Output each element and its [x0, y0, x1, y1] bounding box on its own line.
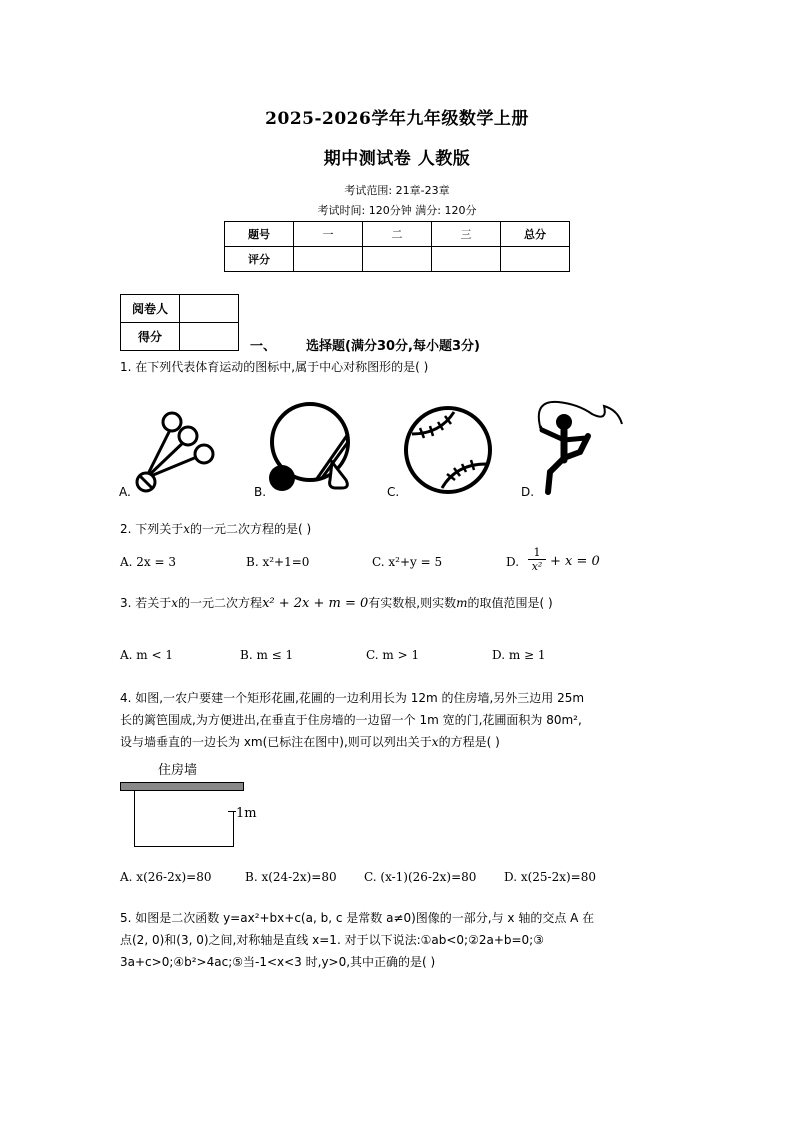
q3-stem-post: 有实数根,则实数: [368, 596, 457, 610]
q2-option-d[interactable]: D.: [506, 555, 520, 569]
wall-label: 住房墙: [158, 763, 198, 778]
score-table: [224, 221, 570, 272]
exam-subtitle: 期中测试卷 人教版: [323, 149, 471, 169]
q2-stem-post: 的一元二次方程的是( ): [190, 522, 312, 536]
q3-equation: x² + 2x + m = 0: [262, 596, 369, 611]
score-table-header: 题号: [225, 222, 294, 247]
garden-fence: [134, 790, 234, 847]
q5-line3: 3a+c>0;④b²>4ac;⑤当-1<x<3 时,y>0,其中正确的是( ): [120, 955, 436, 969]
q4-line3-post: 的方程是( ): [438, 735, 500, 749]
q1-option-a[interactable]: A.: [119, 485, 131, 499]
grader-cell[interactable]: [180, 295, 239, 323]
q4-var-x: x: [431, 735, 439, 749]
grader-box: [120, 294, 239, 351]
q2-stem-pre: 2. 下列关于: [120, 522, 184, 536]
score-cell[interactable]: [432, 247, 501, 272]
q2-option-d-denominator: x²: [531, 560, 543, 573]
exam-range: 考试范围: 21章-23章: [344, 184, 450, 197]
q4-option-d[interactable]: D. x(25-2x)=80: [504, 870, 597, 884]
q3-var-x: x: [171, 596, 179, 610]
exam-title: 2025-2026学年九年级数学上册: [265, 109, 529, 129]
section-title: 选择题(满分30分,每小题3分): [306, 339, 480, 354]
garden-door-gap: [228, 790, 236, 812]
badminton-icon: [132, 408, 224, 494]
q4-line3: [120, 731, 500, 753]
q3-stem: [120, 595, 553, 612]
q3-stem-end: 的取值范围是( ): [467, 596, 553, 610]
q3-option-b[interactable]: B. m ≤ 1: [240, 648, 294, 662]
baseball-icon: [400, 404, 496, 496]
q4-line1: 4. 如图,一农户要建一个矩形花圃,花圃的一边利用长为 12m 的住房墙,另外三边用 25m: [120, 691, 585, 705]
score-table-header: 三: [432, 222, 501, 247]
q2-option-d-numerator: 1: [528, 546, 546, 560]
table-tennis-icon: [262, 402, 358, 494]
q2-option-d-rest: + x = 0: [550, 554, 600, 569]
score-cell[interactable]: [363, 247, 432, 272]
q3-var-m: m: [456, 596, 468, 610]
q2-option-c[interactable]: C. x²+y = 5: [372, 555, 443, 569]
q3-option-c[interactable]: C. m > 1: [366, 648, 420, 662]
score-table-header: 二: [363, 222, 432, 247]
section-number: 一、: [250, 339, 277, 354]
q4-option-c[interactable]: C. (x-1)(26-2x)=80: [364, 870, 477, 884]
score-table-header: 一: [294, 222, 363, 247]
score-cell[interactable]: [180, 323, 239, 351]
q4-line2: 长的篱笆围成,为方便进出,在垂直于住房墙的一边留一个 1m 宽的门,花圃面积为 80m²,: [120, 713, 582, 727]
score-label: 得分: [121, 323, 180, 351]
exam-time-score: 考试时间: 120分钟 满分: 120分: [317, 204, 477, 217]
q4-line3-pre: 设与墙垂直的一边长为 xm(已标注在图中),则可以列出关于: [120, 735, 432, 749]
q1-option-d[interactable]: D.: [521, 485, 535, 499]
q3-stem-pre: 3. 若关于: [120, 596, 172, 610]
q3-option-a[interactable]: A. m < 1: [120, 648, 173, 662]
score-cell[interactable]: [501, 247, 570, 272]
q2-option-b[interactable]: B. x²+1=0: [246, 555, 310, 569]
q2-stem: [120, 521, 311, 537]
grader-label: 阅卷人: [121, 295, 180, 323]
q3-option-d[interactable]: D. m ≥ 1: [492, 648, 546, 662]
q4-option-a[interactable]: A. x(26-2x)=80: [120, 870, 212, 884]
q1-option-c[interactable]: C.: [387, 485, 400, 499]
score-cell[interactable]: [294, 247, 363, 272]
score-table-row-label: 评分: [225, 247, 294, 272]
q5-line2: 点(2, 0)和(3, 0)之间,对称轴是直线 x=1. 对于以下说法:①ab<0;②2a+b=0;③: [120, 933, 544, 947]
q2-option-a[interactable]: A. 2x = 3: [120, 555, 177, 569]
rhythmic-gymnastics-icon: [528, 396, 628, 496]
q2-option-d-fraction: [528, 546, 546, 573]
q3-stem-mid: 的一元二次方程: [178, 596, 263, 610]
door-width-label: 1m: [236, 806, 257, 821]
q4-option-b[interactable]: B. x(24-2x)=80: [245, 870, 337, 884]
q2-var-x: x: [183, 522, 191, 536]
q1-option-b[interactable]: B.: [254, 485, 267, 499]
q5-line1: 5. 如图是二次函数 y=ax²+bx+c(a, b, c 是常数 a≠0)图像的一部分,与 x 轴的交点 A 在: [120, 911, 595, 925]
q1-stem: 1. 在下列代表体育运动的图标中,属于中心对称图形的是( ): [120, 360, 429, 374]
score-table-header: 总分: [501, 222, 570, 247]
